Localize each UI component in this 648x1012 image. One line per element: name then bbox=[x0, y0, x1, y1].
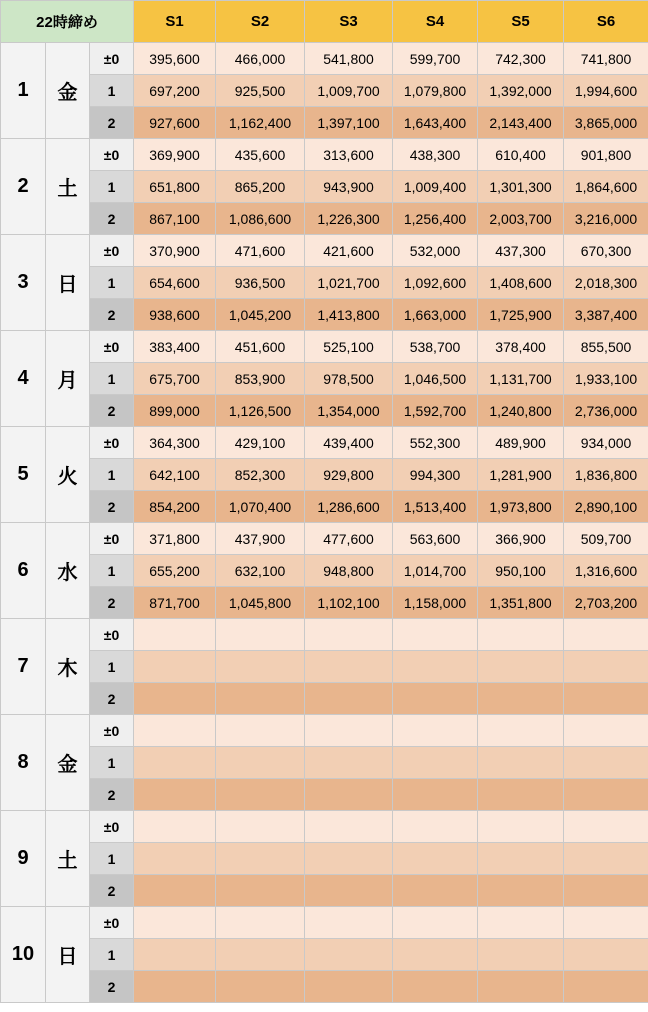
value-cell[interactable]: 1,021,700 bbox=[305, 267, 393, 299]
value-cell[interactable]: 978,500 bbox=[305, 363, 393, 395]
value-cell[interactable]: 1,045,800 bbox=[216, 587, 305, 619]
value-cell[interactable]: 1,397,100 bbox=[305, 107, 393, 139]
value-cell[interactable]: 1,079,800 bbox=[393, 75, 478, 107]
level-cell[interactable]: ±0 bbox=[90, 619, 134, 651]
level-cell[interactable]: 1 bbox=[90, 363, 134, 395]
value-cell[interactable]: 489,900 bbox=[478, 427, 564, 459]
table-row bbox=[1, 203, 648, 235]
value-cell[interactable]: 1,725,900 bbox=[478, 299, 564, 331]
value-cell[interactable]: 1,316,600 bbox=[564, 555, 648, 587]
level-cell[interactable]: 1 bbox=[90, 747, 134, 779]
value-cell[interactable]: 938,600 bbox=[134, 299, 216, 331]
value-cell[interactable] bbox=[393, 811, 478, 843]
value-cell[interactable]: 383,400 bbox=[134, 331, 216, 363]
value-cell[interactable]: 3,387,400 bbox=[564, 299, 648, 331]
table-row bbox=[1, 395, 648, 427]
value-cell[interactable]: 429,100 bbox=[216, 427, 305, 459]
value-cell[interactable]: 610,400 bbox=[478, 139, 564, 171]
table-row bbox=[1, 75, 648, 107]
value-cell[interactable]: 439,400 bbox=[305, 427, 393, 459]
table-row bbox=[1, 811, 648, 843]
level-cell[interactable]: 2 bbox=[90, 971, 134, 1003]
level-cell[interactable]: 1 bbox=[90, 843, 134, 875]
value-cell[interactable] bbox=[564, 875, 648, 907]
value-cell[interactable]: 1,413,800 bbox=[305, 299, 393, 331]
value-cell[interactable] bbox=[134, 715, 216, 747]
value-cell[interactable] bbox=[305, 843, 393, 875]
value-cell[interactable] bbox=[305, 939, 393, 971]
value-cell[interactable]: 421,600 bbox=[305, 235, 393, 267]
level-cell[interactable]: ±0 bbox=[90, 331, 134, 363]
day-number-cell[interactable]: 3 bbox=[1, 235, 46, 331]
value-cell[interactable]: 435,600 bbox=[216, 139, 305, 171]
column-header-s2[interactable]: S2 bbox=[216, 1, 305, 43]
value-cell[interactable] bbox=[478, 651, 564, 683]
table-row bbox=[1, 619, 648, 651]
level-cell[interactable]: 1 bbox=[90, 267, 134, 299]
value-cell[interactable] bbox=[134, 619, 216, 651]
value-cell[interactable]: 1,354,000 bbox=[305, 395, 393, 427]
day-number-cell[interactable]: 5 bbox=[1, 427, 46, 523]
value-cell[interactable]: 867,100 bbox=[134, 203, 216, 235]
value-cell[interactable] bbox=[134, 971, 216, 1003]
table-row bbox=[1, 651, 648, 683]
table-row bbox=[1, 843, 648, 875]
value-cell[interactable] bbox=[393, 875, 478, 907]
value-cell[interactable]: 313,600 bbox=[305, 139, 393, 171]
table-row bbox=[1, 235, 648, 267]
value-cell[interactable]: 948,800 bbox=[305, 555, 393, 587]
weekday-cell[interactable]: 木 bbox=[46, 619, 90, 715]
value-cell[interactable] bbox=[478, 843, 564, 875]
value-cell[interactable] bbox=[564, 651, 648, 683]
value-cell[interactable]: 509,700 bbox=[564, 523, 648, 555]
value-cell[interactable] bbox=[478, 747, 564, 779]
value-cell[interactable] bbox=[564, 971, 648, 1003]
value-cell[interactable]: 538,700 bbox=[393, 331, 478, 363]
table-row bbox=[1, 875, 648, 907]
value-cell[interactable]: 364,300 bbox=[134, 427, 216, 459]
value-cell[interactable]: 1,643,400 bbox=[393, 107, 478, 139]
value-cell[interactable]: 3,216,000 bbox=[564, 203, 648, 235]
table-row bbox=[1, 491, 648, 523]
value-cell[interactable] bbox=[216, 747, 305, 779]
value-cell[interactable]: 1,392,000 bbox=[478, 75, 564, 107]
weekday-cell[interactable]: 日 bbox=[46, 235, 90, 331]
value-cell[interactable]: 466,000 bbox=[216, 43, 305, 75]
day-number-cell[interactable]: 1 bbox=[1, 43, 46, 139]
value-cell[interactable] bbox=[216, 939, 305, 971]
value-cell[interactable]: 552,300 bbox=[393, 427, 478, 459]
value-cell[interactable]: 1,009,700 bbox=[305, 75, 393, 107]
value-cell[interactable]: 1,836,800 bbox=[564, 459, 648, 491]
value-cell[interactable] bbox=[478, 971, 564, 1003]
value-cell[interactable]: 865,200 bbox=[216, 171, 305, 203]
table-row bbox=[1, 331, 648, 363]
day-number-cell[interactable]: 7 bbox=[1, 619, 46, 715]
value-cell[interactable] bbox=[564, 619, 648, 651]
weekday-cell[interactable]: 土 bbox=[46, 811, 90, 907]
value-cell[interactable] bbox=[134, 747, 216, 779]
value-cell[interactable]: 1,240,800 bbox=[478, 395, 564, 427]
level-cell[interactable]: 2 bbox=[90, 875, 134, 907]
value-cell[interactable] bbox=[216, 907, 305, 939]
value-cell[interactable]: 525,100 bbox=[305, 331, 393, 363]
value-cell[interactable]: 477,600 bbox=[305, 523, 393, 555]
value-cell[interactable] bbox=[564, 939, 648, 971]
value-cell[interactable]: 1,408,600 bbox=[478, 267, 564, 299]
value-cell[interactable]: 371,800 bbox=[134, 523, 216, 555]
value-cell[interactable]: 925,500 bbox=[216, 75, 305, 107]
day-number-cell[interactable]: 8 bbox=[1, 715, 46, 811]
value-cell[interactable]: 899,000 bbox=[134, 395, 216, 427]
value-cell[interactable]: 1,973,800 bbox=[478, 491, 564, 523]
value-cell[interactable] bbox=[393, 683, 478, 715]
value-cell[interactable]: 1,126,500 bbox=[216, 395, 305, 427]
value-cell[interactable] bbox=[478, 683, 564, 715]
value-cell[interactable]: 670,300 bbox=[564, 235, 648, 267]
value-cell[interactable]: 1,351,800 bbox=[478, 587, 564, 619]
value-cell[interactable] bbox=[305, 619, 393, 651]
level-cell[interactable]: 2 bbox=[90, 779, 134, 811]
value-cell[interactable] bbox=[305, 715, 393, 747]
value-cell[interactable]: 366,900 bbox=[478, 523, 564, 555]
value-cell[interactable]: 1,592,700 bbox=[393, 395, 478, 427]
column-header-s3[interactable]: S3 bbox=[305, 1, 393, 43]
day-number-cell[interactable]: 6 bbox=[1, 523, 46, 619]
value-cell[interactable] bbox=[216, 843, 305, 875]
value-cell[interactable] bbox=[134, 875, 216, 907]
value-cell[interactable]: 3,865,000 bbox=[564, 107, 648, 139]
value-cell[interactable]: 369,900 bbox=[134, 139, 216, 171]
column-header-s1[interactable]: S1 bbox=[134, 1, 216, 43]
value-cell[interactable]: 852,300 bbox=[216, 459, 305, 491]
value-cell[interactable]: 378,400 bbox=[478, 331, 564, 363]
value-cell[interactable] bbox=[564, 683, 648, 715]
value-cell[interactable]: 370,900 bbox=[134, 235, 216, 267]
value-cell[interactable] bbox=[393, 651, 478, 683]
level-cell[interactable]: ±0 bbox=[90, 715, 134, 747]
column-header-s5[interactable]: S5 bbox=[478, 1, 564, 43]
value-cell[interactable]: 395,600 bbox=[134, 43, 216, 75]
value-cell[interactable]: 1,131,700 bbox=[478, 363, 564, 395]
value-cell[interactable] bbox=[393, 779, 478, 811]
value-cell[interactable]: 1,933,100 bbox=[564, 363, 648, 395]
header-row bbox=[1, 1, 648, 43]
day-number-cell[interactable]: 9 bbox=[1, 811, 46, 907]
value-cell[interactable] bbox=[478, 811, 564, 843]
value-cell[interactable] bbox=[134, 651, 216, 683]
weekday-cell[interactable]: 金 bbox=[46, 715, 90, 811]
value-cell[interactable] bbox=[305, 779, 393, 811]
level-cell[interactable]: 1 bbox=[90, 459, 134, 491]
column-header-s6[interactable]: S6 bbox=[564, 1, 648, 43]
value-cell[interactable] bbox=[216, 971, 305, 1003]
value-cell[interactable] bbox=[216, 715, 305, 747]
level-cell[interactable]: 2 bbox=[90, 491, 134, 523]
value-cell[interactable]: 1,158,000 bbox=[393, 587, 478, 619]
value-cell[interactable]: 1,663,000 bbox=[393, 299, 478, 331]
table-row bbox=[1, 427, 648, 459]
value-cell[interactable]: 1,162,400 bbox=[216, 107, 305, 139]
value-cell[interactable]: 1,301,300 bbox=[478, 171, 564, 203]
value-cell[interactable] bbox=[478, 619, 564, 651]
value-cell[interactable]: 451,600 bbox=[216, 331, 305, 363]
weekday-cell[interactable]: 金 bbox=[46, 43, 90, 139]
value-cell[interactable] bbox=[134, 811, 216, 843]
value-cell[interactable] bbox=[393, 907, 478, 939]
value-cell[interactable] bbox=[216, 619, 305, 651]
value-cell[interactable] bbox=[216, 779, 305, 811]
level-cell[interactable]: 2 bbox=[90, 587, 134, 619]
value-cell[interactable]: 599,700 bbox=[393, 43, 478, 75]
value-cell[interactable]: 871,700 bbox=[134, 587, 216, 619]
table-row bbox=[1, 299, 648, 331]
column-header-s4[interactable]: S4 bbox=[393, 1, 478, 43]
value-cell[interactable]: 632,100 bbox=[216, 555, 305, 587]
value-cell[interactable] bbox=[393, 843, 478, 875]
level-cell[interactable]: ±0 bbox=[90, 907, 134, 939]
value-cell[interactable] bbox=[305, 811, 393, 843]
weekday-cell[interactable]: 水 bbox=[46, 523, 90, 619]
table-row bbox=[1, 459, 648, 491]
value-cell[interactable]: 1,009,400 bbox=[393, 171, 478, 203]
day-number-cell[interactable]: 4 bbox=[1, 331, 46, 427]
level-cell[interactable]: 2 bbox=[90, 395, 134, 427]
table-row bbox=[1, 107, 648, 139]
value-cell[interactable]: 651,800 bbox=[134, 171, 216, 203]
level-cell[interactable]: 1 bbox=[90, 939, 134, 971]
corner-label[interactable]: 22時締め bbox=[1, 1, 134, 43]
table-row bbox=[1, 171, 648, 203]
value-cell[interactable] bbox=[216, 683, 305, 715]
value-cell[interactable]: 1,070,400 bbox=[216, 491, 305, 523]
table-row bbox=[1, 683, 648, 715]
value-cell[interactable] bbox=[478, 875, 564, 907]
value-cell[interactable]: 1,092,600 bbox=[393, 267, 478, 299]
value-cell[interactable]: 1,046,500 bbox=[393, 363, 478, 395]
table-row bbox=[1, 523, 648, 555]
value-cell[interactable] bbox=[393, 715, 478, 747]
value-cell[interactable] bbox=[564, 715, 648, 747]
value-cell[interactable] bbox=[216, 875, 305, 907]
value-cell[interactable]: 1,045,200 bbox=[216, 299, 305, 331]
value-cell[interactable]: 1,102,100 bbox=[305, 587, 393, 619]
value-cell[interactable]: 741,800 bbox=[564, 43, 648, 75]
level-cell[interactable]: ±0 bbox=[90, 523, 134, 555]
weekday-cell[interactable]: 日 bbox=[46, 907, 90, 1003]
table-row bbox=[1, 555, 648, 587]
value-cell[interactable] bbox=[564, 907, 648, 939]
value-cell[interactable]: 1,256,400 bbox=[393, 203, 478, 235]
level-cell[interactable]: ±0 bbox=[90, 811, 134, 843]
value-cell[interactable] bbox=[216, 811, 305, 843]
value-cell[interactable]: 1,086,600 bbox=[216, 203, 305, 235]
value-cell[interactable]: 1,864,600 bbox=[564, 171, 648, 203]
level-cell[interactable]: 2 bbox=[90, 683, 134, 715]
value-cell[interactable]: 2,143,400 bbox=[478, 107, 564, 139]
value-cell[interactable]: 929,800 bbox=[305, 459, 393, 491]
table-row bbox=[1, 971, 648, 1003]
value-cell[interactable]: 1,226,300 bbox=[305, 203, 393, 235]
value-cell[interactable]: 927,600 bbox=[134, 107, 216, 139]
value-cell[interactable]: 437,900 bbox=[216, 523, 305, 555]
value-cell[interactable]: 742,300 bbox=[478, 43, 564, 75]
value-cell[interactable]: 854,200 bbox=[134, 491, 216, 523]
value-cell[interactable]: 437,300 bbox=[478, 235, 564, 267]
level-cell[interactable]: 2 bbox=[90, 203, 134, 235]
table-row bbox=[1, 139, 648, 171]
value-cell[interactable]: 1,281,900 bbox=[478, 459, 564, 491]
value-cell[interactable]: 1,286,600 bbox=[305, 491, 393, 523]
table-row bbox=[1, 907, 648, 939]
value-cell[interactable] bbox=[134, 779, 216, 811]
value-cell[interactable] bbox=[305, 875, 393, 907]
level-cell[interactable]: ±0 bbox=[90, 235, 134, 267]
level-cell[interactable]: 2 bbox=[90, 107, 134, 139]
value-cell[interactable]: 2,003,700 bbox=[478, 203, 564, 235]
value-cell[interactable]: 563,600 bbox=[393, 523, 478, 555]
value-cell[interactable] bbox=[478, 715, 564, 747]
level-cell[interactable]: 1 bbox=[90, 171, 134, 203]
value-cell[interactable]: 541,800 bbox=[305, 43, 393, 75]
value-cell[interactable] bbox=[305, 971, 393, 1003]
value-cell[interactable] bbox=[393, 619, 478, 651]
value-cell[interactable]: 675,700 bbox=[134, 363, 216, 395]
value-cell[interactable] bbox=[305, 907, 393, 939]
value-cell[interactable]: 2,736,000 bbox=[564, 395, 648, 427]
value-cell[interactable]: 2,703,200 bbox=[564, 587, 648, 619]
value-cell[interactable]: 853,900 bbox=[216, 363, 305, 395]
table-row bbox=[1, 779, 648, 811]
value-cell[interactable] bbox=[393, 939, 478, 971]
value-cell[interactable]: 438,300 bbox=[393, 139, 478, 171]
value-cell[interactable] bbox=[478, 907, 564, 939]
value-cell[interactable]: 642,100 bbox=[134, 459, 216, 491]
value-cell[interactable] bbox=[134, 939, 216, 971]
value-cell[interactable]: 2,018,300 bbox=[564, 267, 648, 299]
value-cell[interactable] bbox=[564, 811, 648, 843]
table-row bbox=[1, 747, 648, 779]
value-cell[interactable] bbox=[134, 907, 216, 939]
table-row bbox=[1, 267, 648, 299]
value-cell[interactable]: 943,900 bbox=[305, 171, 393, 203]
value-cell[interactable] bbox=[305, 747, 393, 779]
value-cell[interactable]: 2,890,100 bbox=[564, 491, 648, 523]
day-number-cell[interactable]: 2 bbox=[1, 139, 46, 235]
value-cell[interactable]: 855,500 bbox=[564, 331, 648, 363]
value-cell[interactable] bbox=[393, 971, 478, 1003]
value-cell[interactable] bbox=[478, 939, 564, 971]
value-cell[interactable] bbox=[134, 843, 216, 875]
level-cell[interactable]: ±0 bbox=[90, 43, 134, 75]
value-cell[interactable]: 1,994,600 bbox=[564, 75, 648, 107]
table-body bbox=[1, 43, 648, 1003]
table-row bbox=[1, 939, 648, 971]
level-cell[interactable]: 1 bbox=[90, 555, 134, 587]
value-cell[interactable]: 950,100 bbox=[478, 555, 564, 587]
weekday-cell[interactable]: 火 bbox=[46, 427, 90, 523]
level-cell[interactable]: ±0 bbox=[90, 139, 134, 171]
value-cell[interactable]: 471,600 bbox=[216, 235, 305, 267]
value-cell[interactable]: 532,000 bbox=[393, 235, 478, 267]
value-cell[interactable] bbox=[564, 747, 648, 779]
value-cell[interactable] bbox=[216, 651, 305, 683]
value-cell[interactable] bbox=[564, 779, 648, 811]
value-cell[interactable]: 936,500 bbox=[216, 267, 305, 299]
level-cell[interactable]: 1 bbox=[90, 651, 134, 683]
value-cell[interactable]: 1,513,400 bbox=[393, 491, 478, 523]
weekday-cell[interactable]: 土 bbox=[46, 139, 90, 235]
value-cell[interactable] bbox=[134, 683, 216, 715]
table-row bbox=[1, 363, 648, 395]
value-cell[interactable]: 901,800 bbox=[564, 139, 648, 171]
table-row bbox=[1, 43, 648, 75]
value-cell[interactable] bbox=[478, 779, 564, 811]
level-cell[interactable]: ±0 bbox=[90, 427, 134, 459]
value-cell[interactable] bbox=[564, 843, 648, 875]
value-cell[interactable]: 697,200 bbox=[134, 75, 216, 107]
day-number-cell[interactable]: 10 bbox=[1, 907, 46, 1003]
value-cell[interactable] bbox=[305, 651, 393, 683]
level-cell[interactable]: 2 bbox=[90, 299, 134, 331]
value-cell[interactable]: 655,200 bbox=[134, 555, 216, 587]
value-cell[interactable] bbox=[305, 683, 393, 715]
table-row bbox=[1, 715, 648, 747]
table-row bbox=[1, 587, 648, 619]
level-cell[interactable]: 1 bbox=[90, 75, 134, 107]
weekday-cell[interactable]: 月 bbox=[46, 331, 90, 427]
value-cell[interactable]: 654,600 bbox=[134, 267, 216, 299]
value-cell[interactable]: 934,000 bbox=[564, 427, 648, 459]
value-cell[interactable]: 1,014,700 bbox=[393, 555, 478, 587]
value-cell[interactable] bbox=[393, 747, 478, 779]
value-cell[interactable]: 994,300 bbox=[393, 459, 478, 491]
